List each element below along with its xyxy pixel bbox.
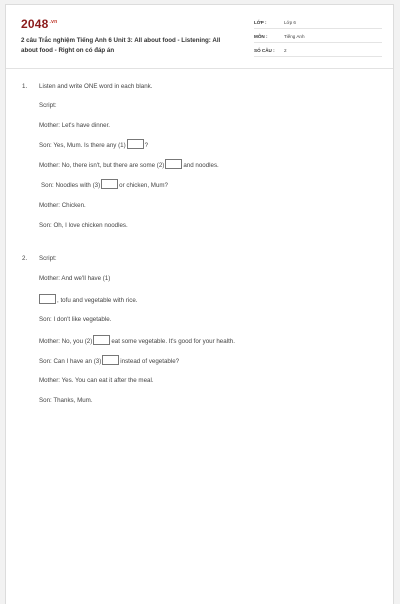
meta-row-count bbox=[254, 44, 382, 57]
line-text: , tofu and vegetable with rice. bbox=[57, 297, 138, 304]
question-line bbox=[39, 159, 219, 169]
line-text: Mother: No, there isn't, but there are some (2) bbox=[39, 162, 165, 169]
logo-text: 2048 bbox=[21, 17, 49, 31]
line-text: Son: Noodles with (3) bbox=[41, 182, 101, 189]
answer-blank[interactable] bbox=[165, 159, 182, 169]
document-header bbox=[6, 5, 393, 69]
question-line bbox=[39, 377, 154, 384]
question-line bbox=[39, 335, 235, 345]
question-number: 2. bbox=[22, 255, 28, 262]
line-text: Son: Yes, Mum. Is there any (1) bbox=[39, 142, 126, 149]
meta-label: SỐ CÂU : bbox=[254, 48, 275, 53]
meta-label: LỚP : bbox=[254, 20, 267, 25]
line-text: and noodles. bbox=[183, 162, 219, 169]
line-text: instead of vegetable? bbox=[120, 358, 180, 365]
line-text: Son: Oh, I love chicken noodles. bbox=[39, 222, 128, 229]
meta-row-subject bbox=[254, 30, 382, 43]
question-line bbox=[39, 83, 153, 90]
line-text: Son: I don't like vegetable. bbox=[39, 316, 112, 323]
line-text: Son: Thanks, Mum. bbox=[39, 397, 93, 404]
line-text: eat some vegetable. It's good for your health. bbox=[111, 338, 235, 345]
question-line bbox=[39, 222, 128, 229]
line-text: Mother: Chicken. bbox=[39, 202, 86, 209]
logo-suffix: .vn bbox=[49, 19, 58, 25]
answer-blank[interactable] bbox=[93, 335, 110, 345]
question-line bbox=[41, 179, 168, 189]
question-line bbox=[39, 122, 110, 129]
line-text: or chicken, Mum? bbox=[119, 182, 168, 189]
meta-value: Lớp 6 bbox=[284, 20, 296, 25]
meta-value: Tiếng Anh bbox=[284, 34, 305, 39]
question-line bbox=[39, 102, 57, 109]
line-text: Script: bbox=[39, 102, 57, 109]
site-logo[interactable] bbox=[21, 17, 57, 31]
line-text: Son: Can I have an (3) bbox=[39, 358, 102, 365]
question-line bbox=[39, 316, 111, 323]
question-line bbox=[39, 397, 93, 404]
line-text: Mother: Let's have dinner. bbox=[39, 122, 111, 129]
line-text: Mother: No, you (2) bbox=[39, 338, 93, 345]
question-number: 1. bbox=[22, 83, 28, 90]
line-text: Mother: And we'll have (1) bbox=[39, 275, 111, 282]
line-text: Mother: Yes. You can eat it after the meal. bbox=[39, 377, 154, 384]
question-line bbox=[39, 275, 110, 282]
question-line bbox=[39, 139, 148, 149]
line-text: Script: bbox=[39, 255, 57, 262]
question-line bbox=[39, 355, 179, 365]
question-line bbox=[39, 255, 57, 262]
answer-blank[interactable] bbox=[102, 355, 119, 365]
meta-label: MÔN : bbox=[254, 34, 268, 39]
line-text: ? bbox=[144, 142, 149, 149]
meta-value: 2 bbox=[284, 48, 287, 53]
answer-blank[interactable] bbox=[127, 139, 144, 149]
meta-row-class bbox=[254, 16, 382, 29]
question-line bbox=[39, 202, 86, 209]
line-text: Listen and write ONE word in each blank. bbox=[39, 83, 153, 90]
page-title: 2 câu Trắc nghiệm Tiếng Anh 6 Unit 3: All about food - Listening: All about food - Right on có đáp án bbox=[21, 37, 221, 54]
question-line bbox=[39, 294, 138, 304]
answer-blank[interactable] bbox=[39, 294, 56, 304]
document-page bbox=[5, 4, 394, 604]
answer-blank[interactable] bbox=[101, 179, 118, 189]
